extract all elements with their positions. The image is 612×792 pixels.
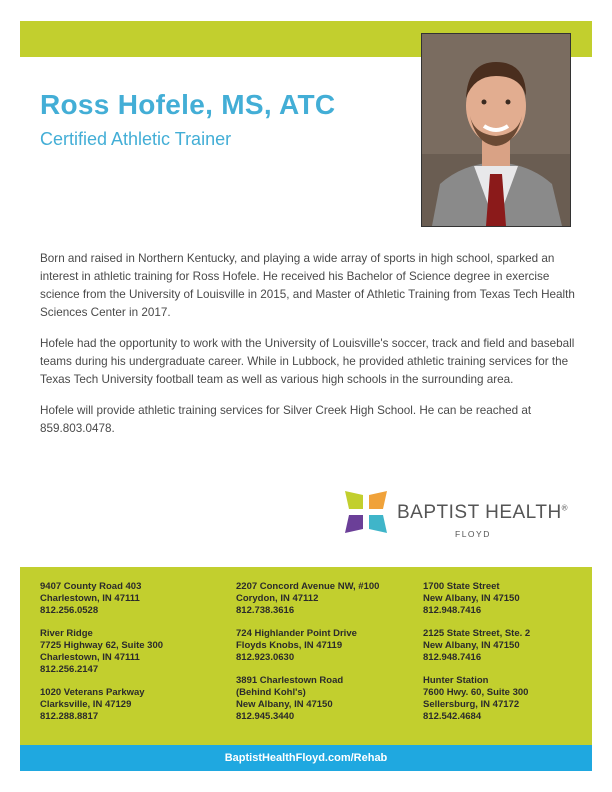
location-block <box>423 628 583 664</box>
location-line: 1020 Veterans Parkway <box>40 687 145 698</box>
location-line: River Ridge <box>40 628 93 639</box>
location-line: 7725 Highway 62, Suite 300 <box>40 640 164 651</box>
location-line: Floyds Knobs, IN 47119 <box>236 640 343 651</box>
location-phone: 812.948.7416 <box>423 605 482 616</box>
bio-paragraph: Hofele had the opportunity to work with the University of Louisville's soccer, track and field and baseball teams during his undergraduate career. While in Lubbock, he provided athletic training services for the Texas Tech University football team as well as various high schools in the surrounding area. <box>40 337 575 386</box>
headshot-illustration <box>422 34 570 226</box>
location-line: 9407 County Road 403 <box>40 581 142 592</box>
headshot-photo <box>421 33 571 227</box>
location-line: Charlestown, IN 47111 <box>40 593 140 604</box>
location-phone: 812.945.3440 <box>236 711 295 722</box>
locations-column-2 <box>236 581 416 734</box>
location-block <box>236 581 416 617</box>
website-link[interactable]: BaptistHealthFloyd.com/Rehab <box>224 752 388 764</box>
location-line: 3891 Charlestown Road <box>236 675 344 686</box>
person-name: Ross Hofele, MS, ATC <box>40 89 336 120</box>
location-block <box>423 675 583 723</box>
locations-footer <box>20 567 592 745</box>
location-block <box>236 628 416 664</box>
locations-column-3 <box>423 581 583 734</box>
location-phone: 812.288.8817 <box>40 711 99 722</box>
location-block <box>236 675 416 723</box>
logo-petal-teal <box>369 515 387 533</box>
bio-paragraph: Born and raised in Northern Kentucky, and playing a wide array of sports in high school, sparked an interest in athletic training for Ross Hofele. He received his Bachelor of Science degree in exercise science from the University of Louisville in 2015, and Master of Athletic Training from Texas Tech Health Sciences Center in 2017. <box>40 252 575 319</box>
location-line: New Albany, IN 47150 <box>236 699 333 710</box>
location-line: Hunter Station <box>423 675 489 686</box>
location-phone: 812.948.7416 <box>423 652 482 663</box>
location-block <box>40 581 220 617</box>
location-line: 2125 State Street, Ste. 2 <box>423 628 531 639</box>
location-line: 2207 Concord Avenue NW, #100 <box>236 581 380 592</box>
location-line: 1700 State Street <box>423 581 500 592</box>
location-line: New Albany, IN 47150 <box>423 593 520 604</box>
logo-wordmark: BAPTIST HEALTH® <box>397 502 569 523</box>
location-phone: 812.256.2147 <box>40 664 99 675</box>
location-phone: 812.923.0630 <box>236 652 295 663</box>
person-title: Certified Athletic Trainer <box>40 129 232 149</box>
location-phone: 812.542.4684 <box>423 711 482 722</box>
baptist-health-logo <box>343 489 583 551</box>
biography <box>40 250 575 451</box>
logo-subtitle: FLOYD <box>455 529 491 539</box>
location-line: Corydon, IN 47112 <box>236 593 319 604</box>
locations-column-1 <box>40 581 220 734</box>
location-line: Charlestown, IN 47111 <box>40 652 140 663</box>
location-line: Clarksville, IN 47129 <box>40 699 132 710</box>
location-block <box>423 581 583 617</box>
location-phone: 812.738.3616 <box>236 605 295 616</box>
bio-paragraph: Hofele will provide athletic training services for Silver Creek High School. He can be reached at 859.803.0478. <box>40 404 532 435</box>
logo-petal-lime <box>345 491 363 509</box>
location-line: 724 Highlander Point Drive <box>236 628 357 639</box>
logo-petal-orange <box>369 491 387 509</box>
logo-mark-icon <box>343 489 389 535</box>
location-block <box>40 628 220 676</box>
location-line: Sellersburg, IN 47172 <box>423 699 520 710</box>
logo-petal-purple <box>345 515 363 533</box>
location-line: 7600 Hwy. 60, Suite 300 <box>423 687 529 698</box>
location-line: New Albany, IN 47150 <box>423 640 520 651</box>
location-line: (Behind Kohl's) <box>236 687 306 698</box>
website-banner <box>20 745 592 771</box>
location-phone: 812.256.0528 <box>40 605 99 616</box>
location-block <box>40 687 220 723</box>
